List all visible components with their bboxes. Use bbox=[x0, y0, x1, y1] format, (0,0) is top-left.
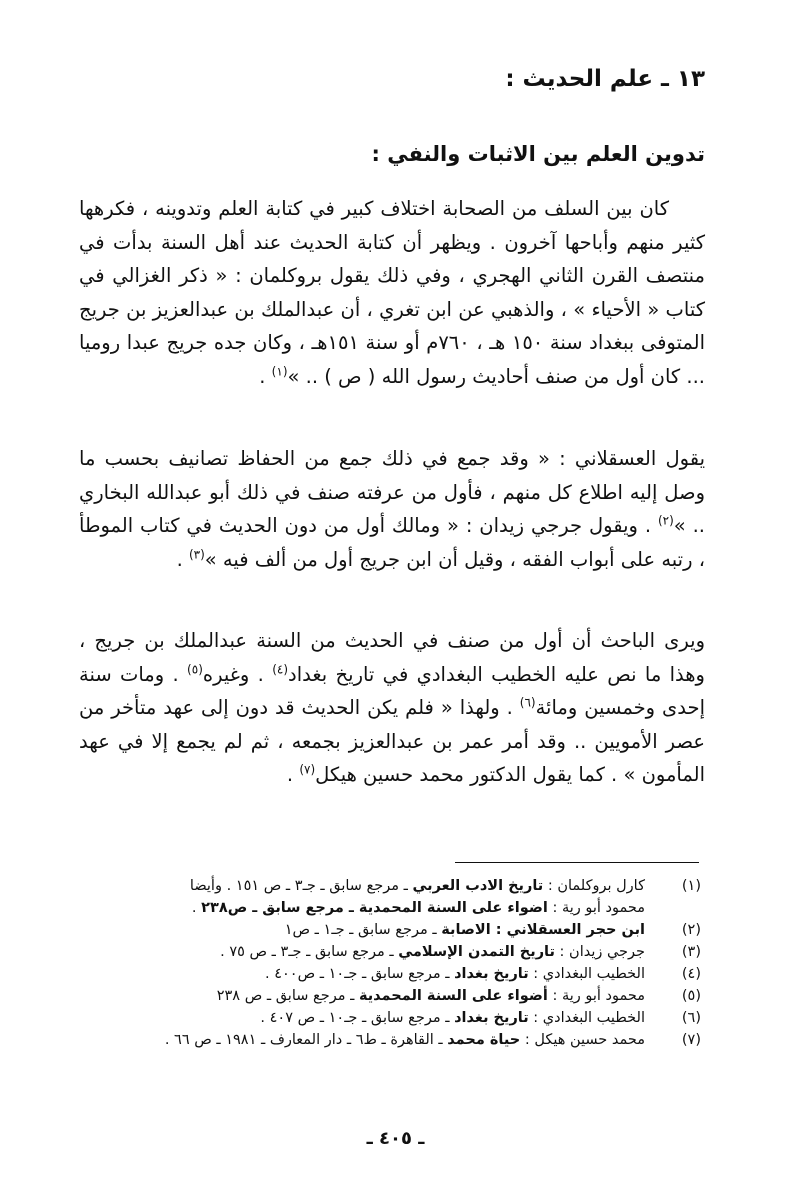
text-run: . وغيره bbox=[202, 662, 273, 686]
citation-title: اضواء على السنة المحمدية ـ مرجع سابق ـ ص٢٣٨ bbox=[201, 900, 548, 916]
footnote-ref: (٤) bbox=[272, 662, 289, 676]
footnote-continuation bbox=[81, 897, 645, 919]
text-run: ـ مرجع سابق ـ ص ٢٣٨ bbox=[216, 988, 359, 1004]
text-run: . ولهذا « فلم يكن الحديث قد دون إلى عهد متأخر من عصر الأمويين .. وقد أمر عمر بن عبدالعزيز بجمعه ، ثم لم يجمع إلا في عهد المأمون » . كما يقول الدكتور محمد حسين هيكل bbox=[79, 696, 705, 786]
citation-title: ابن حجر العسقلاني : الاصابة bbox=[441, 922, 645, 938]
citation-title: تاريخ التمدن الإسلامي bbox=[398, 944, 555, 960]
text-run: محمود أبو رية : bbox=[547, 988, 645, 1004]
citation-title: تاريخ بغداد bbox=[454, 966, 529, 982]
text-run: . bbox=[176, 547, 189, 571]
text-run: ـ مرجع سابق ـ جـ١ ـ ص١ bbox=[284, 922, 442, 938]
text-run: . ويقول جرجي زيدان : « ومالك أول من دون الحديث في كتاب الموطأ ، رتبه على أبواب الفقه ، وقيل أن ابن جريج أول من ألف فيه » bbox=[79, 514, 705, 571]
citation-title: حياة محمد bbox=[447, 1032, 521, 1048]
footnote-number: (٧) bbox=[681, 1032, 701, 1048]
text-run: ـ القاهرة ـ ط٦ ـ دار المعارف ـ ١٩٨١ ـ ص ٦٦ . bbox=[164, 1032, 448, 1048]
footnote-ref: (٢) bbox=[657, 513, 674, 528]
footnote-number: (٣) bbox=[681, 944, 701, 960]
footnote-item bbox=[81, 1029, 701, 1051]
footnote-number: (٤) bbox=[681, 966, 701, 982]
citation-title: تاريخ بغداد bbox=[454, 1010, 529, 1026]
section-title: ١٣ ـ علم الحديث : bbox=[505, 66, 705, 92]
citation-title: أضواء على السنة المحمدية bbox=[358, 988, 548, 1004]
citation-title: تاريخ الادب العربي bbox=[412, 878, 544, 894]
text-run: محمد حسين هيكل : bbox=[520, 1032, 645, 1048]
footnote-item bbox=[81, 875, 701, 919]
text-run: . bbox=[286, 763, 300, 786]
footnote-ref: (٥) bbox=[187, 662, 203, 676]
footnote-number: (٦) bbox=[681, 1010, 701, 1026]
text-run: ـ مرجع سابق ـ جـ١٠ ـ ص٤٠٠ . bbox=[265, 966, 455, 982]
page-number: ـ ٤٠٥ ـ bbox=[366, 1128, 425, 1149]
text-run: . bbox=[191, 900, 202, 916]
text-run: كارل بروكلمان : bbox=[543, 878, 645, 894]
text-run: يقول العسقلاني : « وقد جمع في ذلك جمع من الحفاظ تصانيف بحسب ما وصل إليه اطلاع كل منهم ، فأول من عرفته صنف في ذلك أبو عبدالله البخاري .. » bbox=[79, 447, 705, 537]
text-run: محمود أبو رية : bbox=[547, 900, 645, 916]
footnote-number: (٥) bbox=[681, 988, 701, 1004]
text-run: ـ مرجع سابق ـ جـ١٠ ـ ص ٤٠٧ . bbox=[260, 1010, 455, 1026]
footnote-ref: (٦) bbox=[519, 695, 536, 710]
footnote-ref: (٧) bbox=[299, 762, 316, 777]
footnote-ref: (١) bbox=[271, 364, 288, 378]
text-run: جرجي زيدان : bbox=[554, 944, 645, 960]
subtitle: تدوين العلم بين الاثبات والنفي : bbox=[371, 142, 705, 166]
footnote-item bbox=[81, 919, 701, 941]
text-run: ـ مرجع سابق ـ جـ٣ ـ ص ١٥١ . وأيضا bbox=[189, 878, 413, 894]
text-run: الخطيب البغدادي : bbox=[528, 1010, 645, 1026]
text-run: . bbox=[259, 364, 272, 388]
footnote-item bbox=[81, 963, 701, 985]
text-run: . ومات سنة إحدى وخمسين ومائة bbox=[79, 662, 705, 719]
footnote-item bbox=[81, 941, 701, 963]
footnote-item bbox=[81, 1007, 701, 1029]
paragraph-2 bbox=[79, 442, 705, 576]
footnote-number: (٢) bbox=[681, 922, 701, 938]
footnote-divider bbox=[455, 862, 699, 863]
paragraph-1 bbox=[79, 192, 705, 393]
footnote-item bbox=[81, 985, 701, 1007]
footnote-ref: (٣) bbox=[188, 547, 205, 561]
text-run: الخطيب البغدادي : bbox=[528, 966, 645, 982]
footnote-number: (١) bbox=[681, 878, 701, 894]
text-run: ويرى الباحث أن أول من صنف في الحديث من السنة عبدالملك بن جريج ، وهذا ما نص عليه الخطيب البغدادي في تاريخ بغداد bbox=[79, 629, 705, 686]
footnotes-list bbox=[81, 875, 701, 1051]
paragraph-3 bbox=[79, 624, 705, 792]
text-run: كان بين السلف من الصحابة اختلاف كبير في كتابة العلم وتدوينه ، فكرهها كثير منهم وأباحها آخرون . ويظهر أن كتابة الحديث عند أهل السنة بدأت في منتصف القرن الثاني الهجري ، وفي ذلك يقول بروكلمان : « ذكر الغزالي في كتاب « الأحياء » ، والذهبي عن ابن تغري ، أن عبدالملك بن عبدالعزيز بن جريج المتوفى ببغداد سنة ١٥٠ هـ ، ٧٦٠م أو سنة ١٥١هـ ، وكان جده جريج عبدا روميا ... كان أول من صنف أحاديث رسول الله ( ص ) .. » bbox=[79, 197, 705, 388]
text-run: ـ مرجع سابق ـ جـ٣ ـ ص ٧٥ . bbox=[220, 944, 399, 960]
